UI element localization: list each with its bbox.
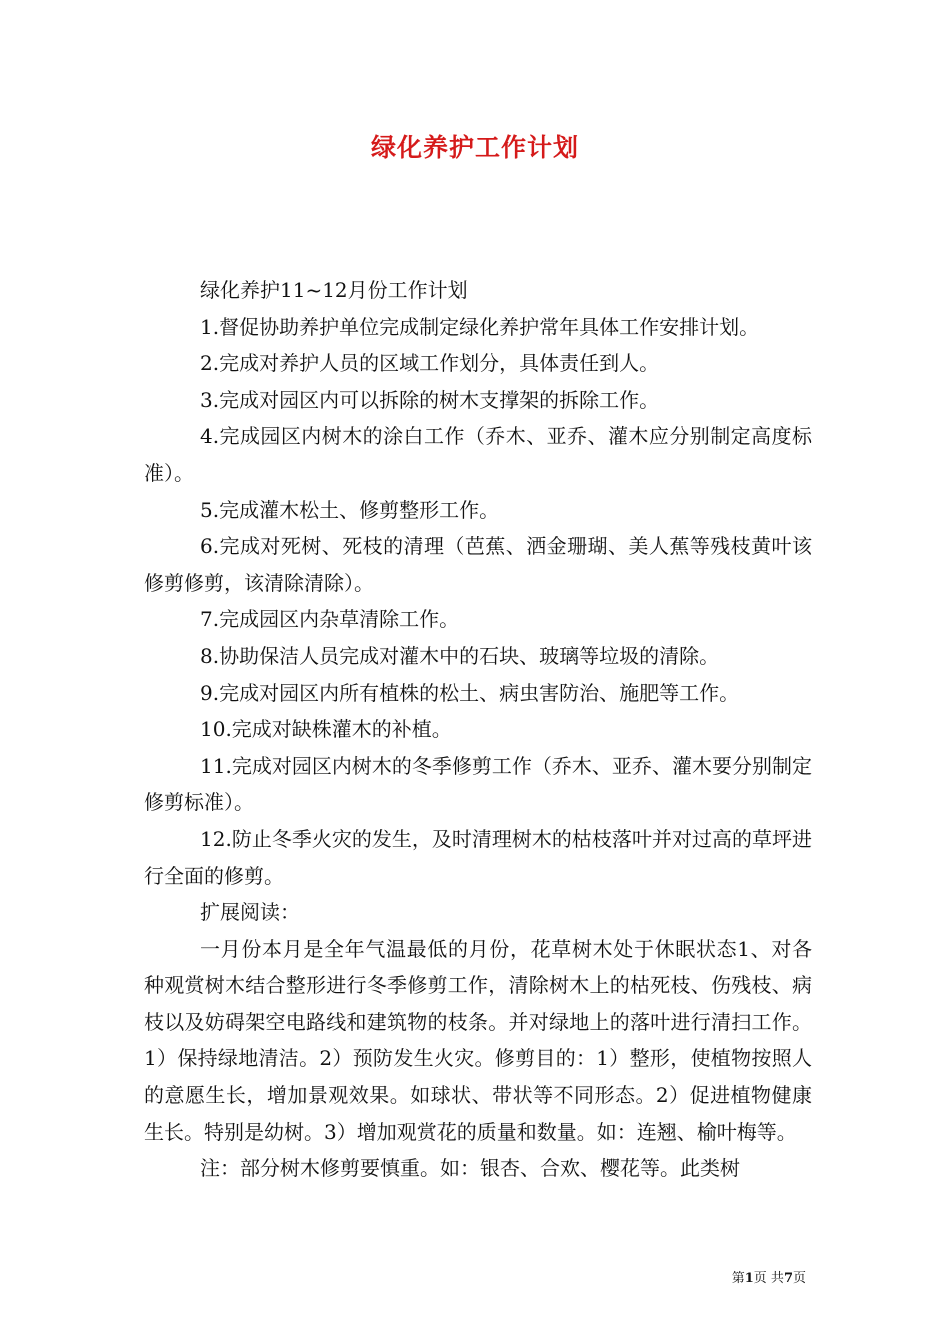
paragraph-item-12: 12.防止冬季火灾的发生，及时清理树木的枯枝落叶并对过高的草坪进行全面的修剪。 [144, 826, 812, 888]
footer-middle: 页 共 [753, 1271, 784, 1286]
paragraph-item-10: 10.完成对缺株灌木的补植。 [200, 717, 452, 742]
page-footer [732, 1270, 806, 1288]
page-title: 绿化养护工作计划 [370, 133, 579, 162]
document-body [144, 272, 812, 1187]
paragraph-item-3: 3.完成对园区内可以拆除的树木支撑架的拆除工作。 [200, 387, 660, 412]
paragraph-subtitle: 绿化养护11~12月份工作计划 [200, 278, 468, 302]
paragraph-note: 注：部分树木修剪要慎重。如：银杏、合欢、樱花等。此类树 [200, 1156, 740, 1181]
footer-current-page: 1 [744, 1271, 754, 1286]
paragraph-item-11: 11.完成对园区内树木的冬季修剪工作（乔木、亚乔、灌木要分别制定修剪标准）。 [144, 753, 812, 815]
paragraph-item-6: 6.完成对死树、死枝的清理（芭蕉、洒金珊瑚、美人蕉等残枝黄叶该修剪修剪，该清除清除）。 [144, 534, 812, 595]
footer-suffix: 页 [792, 1271, 806, 1286]
paragraph-item-8: 8.协助保洁人员完成对灌木中的石块、玻璃等垃圾的清除。 [200, 643, 720, 668]
footer-prefix: 第 [731, 1271, 745, 1286]
paragraph-item-1: 1.督促协助养护单位完成制定绿化养护常年具体工作安排计划。 [200, 314, 760, 339]
paragraph-january: 一月份本月是全年气温最低的月份，花草树木处于休眠状态1、对各种观赏树木结合整形进行冬季修剪工作，清除树木上的枯死枝、伤残枝、病枝以及妨碍架空电路线和建筑物的枝条。并对绿地上的落叶进行清扫工作。1）保持绿地清洁。2）预防发生火灾。修剪目的：1）整形，使植物按照人的意愿生长，增加景观效果。如球状、带状等不同形态。2）促进植物健康生长。特别是幼树。3）增加观赏花的质量和数量。如：连翘、榆叶梅等。 [144, 936, 812, 1144]
paragraph-item-9: 9.完成对园区内所有植株的松土、病虫害防治、施肥等工作。 [200, 680, 740, 705]
paragraph-item-7: 7.完成园区内杂草清除工作。 [200, 607, 460, 632]
paragraph-item-4: 4.完成园区内树木的涂白工作（乔木、亚乔、灌木应分别制定高度标准）。 [144, 424, 812, 485]
footer-total-pages: 7 [783, 1271, 793, 1286]
paragraph-item-5: 5.完成灌木松土、修剪整形工作。 [200, 497, 500, 522]
paragraph-extended-heading: 扩展阅读： [200, 900, 300, 925]
paragraph-item-2: 2.完成对养护人员的区域工作划分，具体责任到人。 [200, 351, 660, 376]
